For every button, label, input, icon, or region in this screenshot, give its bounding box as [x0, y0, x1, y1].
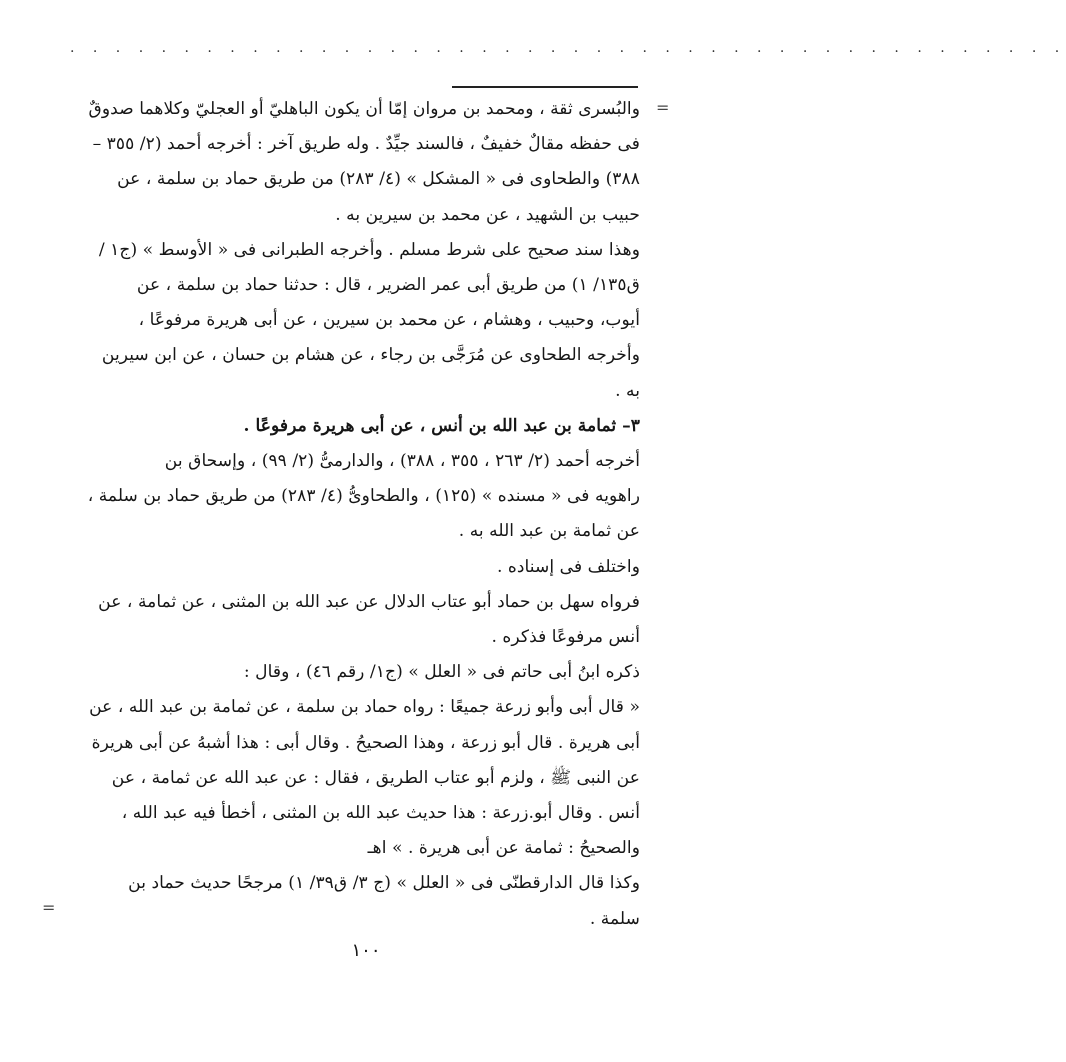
margin-mark-top: =: [656, 98, 670, 117]
text-line: به .: [615, 380, 640, 401]
text-line: وكذا قال الدارقطنّى فى « العلل » (ج ٣/ ق٣٩/ ١) مرجحًا حديث حماد بن: [128, 873, 640, 894]
text-line: وهذا سند صحيح على شرط مسلم . وأخرجه الطبرانى فى « الأوسط » (ج١ /: [98, 239, 640, 260]
quote-line: أنس . وقال أبو.زرعة : هذا حديث عبد الله بن المثنى ، أخطأ فيه عبد الله ،: [121, 803, 640, 824]
text-line: سلمة .: [589, 908, 640, 929]
header-rule: [452, 86, 638, 88]
text-line: أنس مرفوعًا فذكره .: [491, 627, 640, 648]
quote-line: والصحيحُ : ثمامة عن أبى هريرة . » اهـ: [367, 838, 640, 859]
quote-line: أبى هريرة . قال أبو زرعة ، وهذا الصحيحُ . وقال أبى : هذا أشبهُ عن أبى هريرة: [91, 732, 640, 753]
quote-line: عن النبى ﷺ ، ولزم أبو عتاب الطريق ، فقال : عن عبد الله عن ثمامة ، عن: [111, 767, 640, 788]
text-line: والبُسرى ثقة ، ومحمد بن مروان إمّا أن يكون الباهليّ أو العجليّ وكلاهما صدوقٌ: [88, 99, 640, 119]
text-line: فى حفظه مقالٌ خفيفٌ ، فالسند جيِّدٌ . وله طريق آخر : أخرجه أحمد (٢/ ٣٥٥ –: [92, 134, 640, 155]
text-line: عن ثمامة بن عبد الله به .: [458, 521, 640, 542]
text-line: وأخرجه الطحاوى عن مُرَجَّى بن رجاء ، عن هشام بن حسان ، عن ابن سيرين: [101, 345, 640, 366]
text-line: حبيب بن الشهيد ، عن محمد بن سيرين به .: [335, 204, 640, 225]
text-line: واختلف فى إسناده .: [496, 556, 640, 577]
top-dotted-rule: . . . . . . . . . . . . . . . . . . . . . . . . . . . . . . . . . . . . . . . . . . . .: [70, 40, 1066, 56]
quote-line: « قال أبى وأبو زرعة جميعًا : رواه حماد بن سلمة ، عن ثمامة بن عبد الله ، عن: [89, 697, 640, 718]
text-line: ذكره ابنُ أبى حاتم فى « العلل » (ج١/ رقم ٤٦) ، وقال :: [243, 662, 640, 683]
text-line: ق١٣٥/ ١) من طريق أبى عمر الضرير ، قال : حدثنا حماد بن سلمة ، عن: [136, 275, 640, 296]
page-number: ١٠٠: [351, 940, 381, 961]
section-heading: ٣– ثمامة بن عبد الله بن أنس ، عن أبى هريرة مرفوعًا .: [243, 415, 640, 436]
text-line: فرواه سهل بن حماد أبو عتاب الدلال عن عبد الله بن المثنى ، عن ثمامة ، عن: [98, 591, 640, 612]
text-line: راهويه فى « مسنده » (١٢٥) ، والطحاوىُّ (٤/ ٢٨٣) من طريق حماد بن سلمة ،: [87, 486, 640, 507]
text-line: أخرجه أحمد (٢/ ٢٦٣ ، ٣٥٥ ، ٣٨٨) ، والدارمىُّ (٢/ ٩٩) ، وإسحاق بن: [164, 451, 640, 472]
margin-mark-bottom: =: [42, 898, 56, 917]
page-body: [66, 92, 640, 937]
text-line: أيوب، وحبيب ، وهشام ، عن محمد بن سيرين ، عن أبى هريرة مرفوعًا ،: [138, 310, 640, 331]
text-line: ٣٨٨) والطحاوى فى « المشكل » (٤/ ٢٨٣) من طريق حماد بن سلمة ، عن: [117, 169, 640, 190]
